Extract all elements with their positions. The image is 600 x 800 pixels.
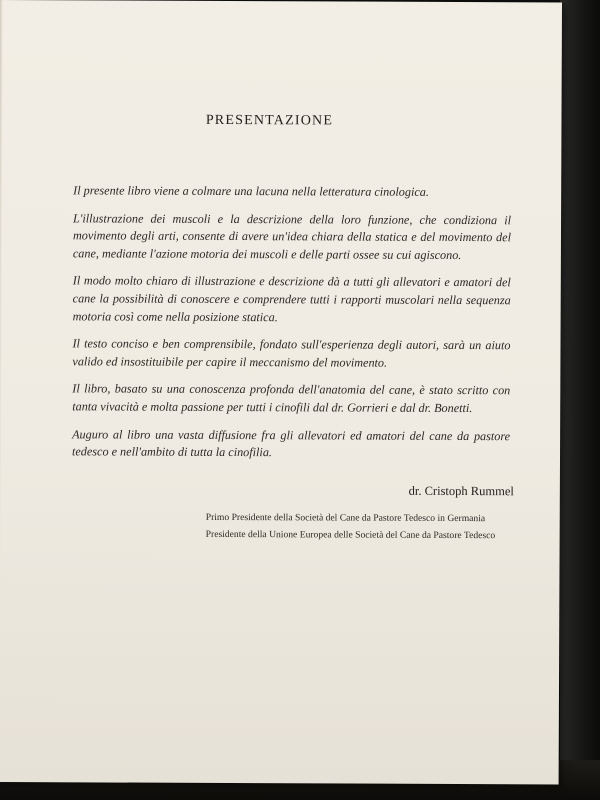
- paragraph: Il testo conciso e ben comprensibile, fondato sull'esperienza degli autori, sarà un aiuto valido ed insostituibile per capire il meccanismo del movimento.: [72, 336, 511, 370]
- affiliation-line: Presidente della Unione Europea delle Società del Cane da Pastore Tedesco: [205, 528, 496, 542]
- paragraph: Il libro, basato su una conoscenza profonda dell'anatomia del cane, è stato scritto con tanta vivacità e molta passione per tutti i cinofili dal dr. Gorrieri e dal dr. Bonetti.: [72, 381, 511, 416]
- paragraph: Auguro al libro una vasta diffusione fra gli allevatori ed amatori del cane da pastore tedesco e nell'ambito di tutta la cinofilia.: [72, 426, 511, 460]
- paragraph: Il modo molto chiaro di illustrazione e descrizione dà a tutti gli allevatori e amatori del cane la possibilità di conoscere e comprendere tutti i rapporti muscolari nella sequenza motoria così come nella posizione statica.: [72, 273, 511, 324]
- paragraph: L'illustrazione dei muscoli e la descrizione della loro funzione, che condiziona il movimento degli arti, consente di avere un'idea chiara della statica e del movimento del cane, mediante l'azione motoria dei muscoli e delle parti ossee su cui agiscono.: [72, 210, 512, 262]
- affiliation-line: Primo Presidente della Società del Cane da Pastore Tedesco in Germania: [205, 511, 486, 525]
- dark-background-right: [560, 0, 600, 800]
- signature-affiliations: [206, 509, 536, 544]
- paragraph: Il presente libro viene a colmare una lacuna nella letteratura cinologica.: [73, 183, 429, 199]
- page-title: PRESENTAZIONE: [205, 112, 334, 129]
- signature-name: dr. Cristoph Rummel: [408, 483, 514, 499]
- body-text: [72, 182, 511, 473]
